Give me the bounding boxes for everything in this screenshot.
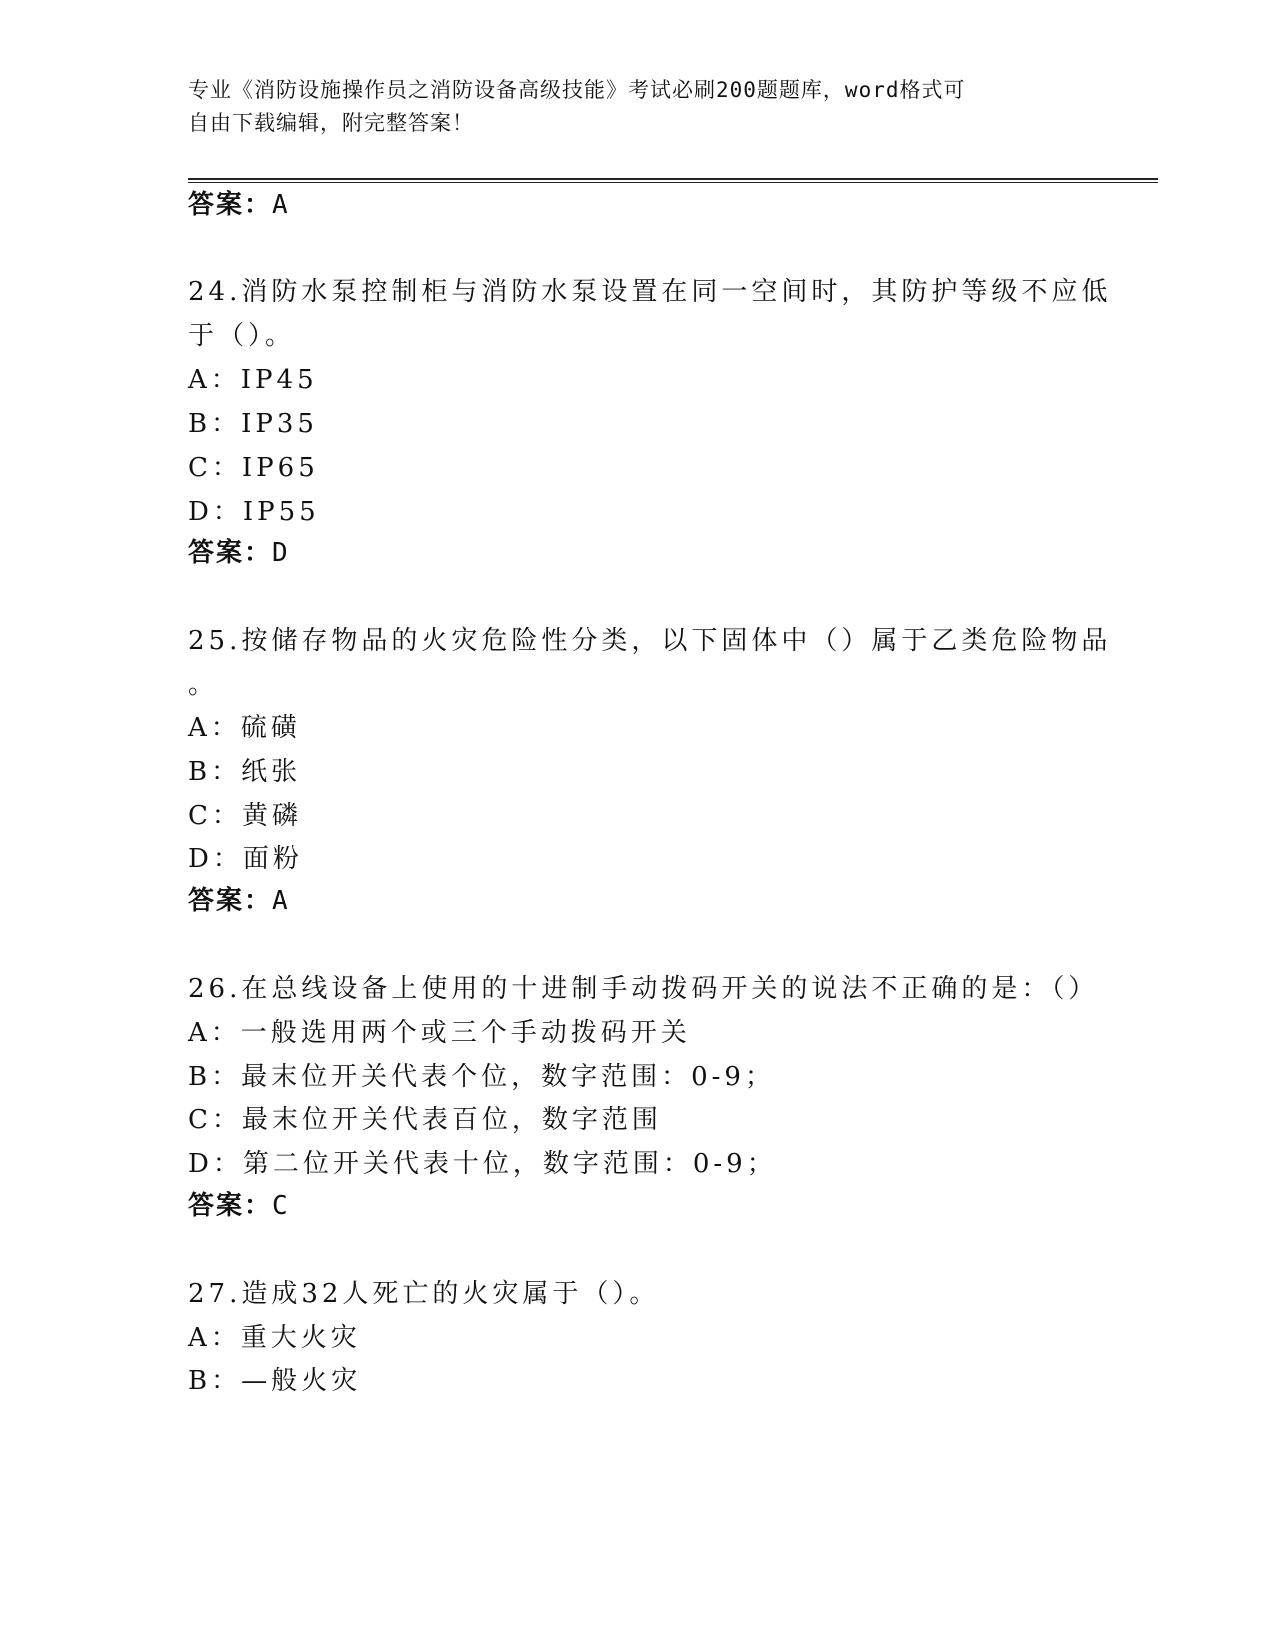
question-25-stem-line-2: 。 — [188, 670, 219, 700]
question-26-stem: 26.在总线设备上使用的十进制手动拨码开关的说法不正确的是：（） — [188, 974, 1099, 1004]
question-24-option-c: C：IP65 — [188, 453, 319, 483]
question-24-stem-line-1: 24.消防水泵控制柜与消防水泵设置在同一空间时，其防护等级不应低 — [188, 277, 1112, 307]
question-25-option-a: A：硫磺 — [188, 713, 301, 743]
question-24-option-d: D：IP55 — [188, 497, 320, 527]
answer-label: 答案： — [188, 1191, 273, 1221]
answer-value: C — [272, 1191, 290, 1221]
header-divider — [188, 178, 1158, 183]
answer-label: 答案： — [188, 886, 273, 916]
question-26-option-c: C：最末位开关代表百位，数字范围 — [188, 1105, 662, 1135]
question-24-stem-line-2: 于（）。 — [188, 321, 296, 351]
document-header — [188, 74, 1088, 140]
answer-value: A — [272, 190, 290, 220]
question-27-stem: 27.造成32人死亡的火灾属于（）。 — [188, 1279, 660, 1309]
answer-value: D — [272, 538, 290, 568]
question-24-answer — [188, 532, 290, 569]
question-25-stem-line-1: 25.按储存物品的火灾危险性分类，以下固体中（）属于乙类危险物品 — [188, 626, 1112, 656]
question-24-option-a: A：IP45 — [188, 365, 318, 395]
question-27-option-a: A：重大火灾 — [188, 1323, 361, 1353]
question-26-option-d: D：第二位开关代表十位，数字范围：0-9； — [188, 1149, 777, 1179]
answer-prev — [188, 184, 290, 221]
question-27-option-b: B：—般火灾 — [188, 1366, 362, 1396]
answer-label: 答案： — [188, 538, 273, 568]
question-26-option-a: A：一般选用两个或三个手动拨码开关 — [188, 1018, 691, 1048]
question-25-option-c: C：黄磷 — [188, 801, 302, 831]
question-25-option-b: B：纸张 — [188, 757, 302, 787]
answer-value: A — [272, 886, 290, 916]
header-line-1: 专业《消防设施操作员之消防设备高级技能》考试必刷200题题库，word格式可 — [188, 78, 966, 102]
header-line-2: 自由下载编辑，附完整答案！ — [188, 111, 474, 135]
question-25-answer — [188, 880, 290, 917]
question-26-answer — [188, 1185, 290, 1222]
question-26-option-b: B：最末位开关代表个位，数字范围：0-9； — [188, 1062, 775, 1092]
question-25-option-d: D：面粉 — [188, 844, 303, 874]
question-24-option-b: B：IP35 — [188, 409, 318, 439]
answer-label: 答案： — [188, 190, 273, 220]
